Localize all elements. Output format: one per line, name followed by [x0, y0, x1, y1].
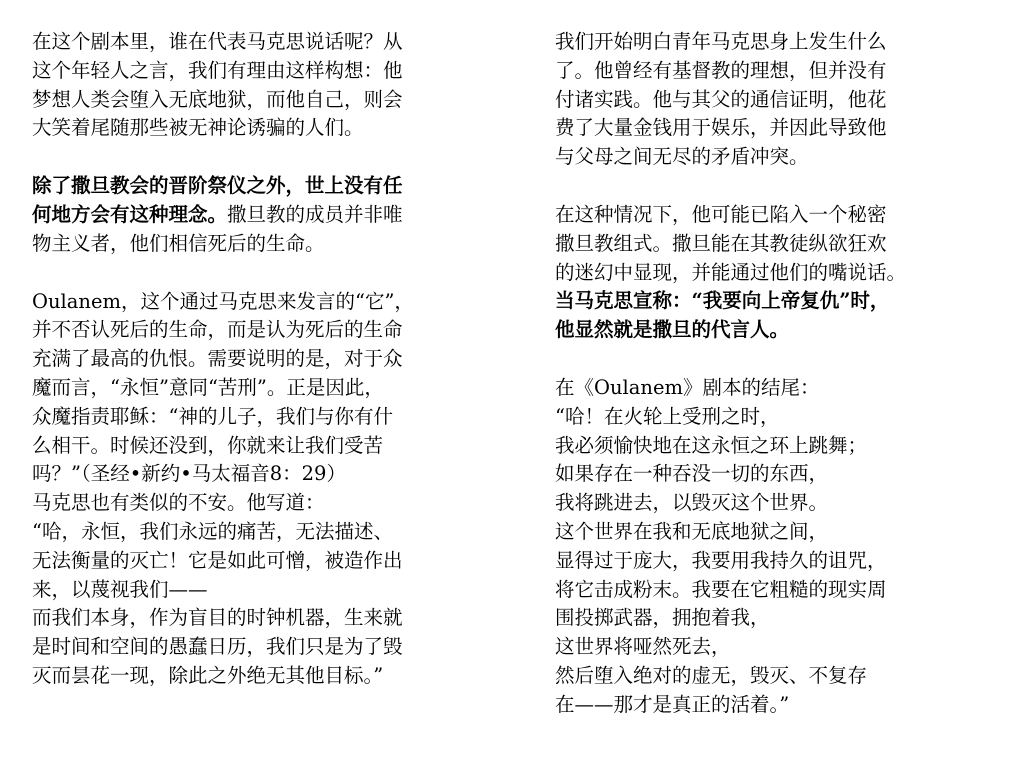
text-line: “哈，永恒，我们永远的痛苦，无法描述、 [32, 519, 393, 543]
text-line: 我必须愉快地在这永恒之环上跳舞； [555, 433, 868, 457]
text-line: 而我们本身，作为盲目的时钟机器，生来就 [32, 606, 403, 630]
text-line: 与父母之间无尽的矛盾冲突。 [555, 145, 809, 169]
text-line: 马克思也有类似的不安。他写道： [32, 491, 325, 515]
normal-phrase: 撒旦教的成员并非唯 [227, 202, 403, 226]
text-line: 付诸实践。他与其父的通信证明，他花 [555, 87, 887, 111]
text-line: 显得过于庞大，我要用我持久的诅咒， [555, 548, 887, 572]
text-line: 魔而言，“永恒”意同“苦刑”。正是因此， [32, 375, 384, 399]
text-line: 将它击成粉末。我要在它粗糙的现实周 [555, 577, 887, 601]
paragraph-gap [555, 345, 1000, 374]
text-line: 费了大量金钱用于娱乐，并因此导致他 [555, 116, 887, 140]
text-line: 灭而昙花一现，除此之外绝无其他目标。” [32, 663, 384, 687]
bold-text-line: 当马克思宣称：“我要向上帝复仇”时， [555, 289, 890, 313]
bold-phrase: 何地方会有这种理念。 [32, 202, 228, 226]
text-line: 是时间和空间的愚蠢日历，我们只是为了毁 [32, 635, 403, 659]
text-line: 无法衡量的灭亡！它是如此可憎，被造作出 [32, 548, 403, 572]
text-line: 并不否认死后的生命，而是认为死后的生命 [32, 318, 403, 342]
text-line: 撒旦教组式。撒旦能在其教徒纵欲狂欢 [555, 231, 887, 255]
text-line: 众魔指责耶稣：“神的儿子，我们与你有什 [32, 404, 393, 428]
text-line: 在这种情况下，他可能已陷入一个秘密 [555, 202, 887, 226]
bold-text-line: 他显然就是撒旦的代言人。 [555, 318, 790, 342]
text-line: 在——那才是真正的活着。” [555, 692, 790, 716]
text-line: 物主义者，他们相信死后的生命。 [32, 231, 325, 255]
text-line: Oulanem，这个通过马克思来发言的“它”， [32, 289, 414, 313]
text-line: 这个年轻人之言，我们有理由这样构想：他 [32, 58, 403, 82]
left-column [32, 28, 502, 691]
text-line: 围投掷武器，拥抱着我， [555, 606, 770, 630]
text-line: 吗？”（圣经•新约•马太福音8：29） [32, 462, 346, 486]
right-column [555, 28, 1000, 720]
text-line: 在这个剧本里，谁在代表马克思说话呢？从 [32, 30, 403, 53]
text-line: 的迷幻中显现，并能通过他们的嘴说话。 [555, 260, 907, 284]
text-line: 这个世界在我和无底地狱之间， [555, 519, 829, 543]
paragraph-gap [555, 172, 1000, 201]
bold-text-line: 除了撒旦教会的晋阶祭仪之外，世上没有任 [32, 174, 403, 198]
text-line: 大笑着尾随那些被无神论诱骗的人们。 [32, 116, 364, 140]
text-line: 这世界将哑然死去， [555, 635, 731, 659]
text-line: 了。他曾经有基督教的理想，但并没有 [555, 58, 887, 82]
text-line [32, 201, 502, 230]
paragraph-gap [32, 259, 502, 288]
text-line: 来，以蔑视我们—— [32, 577, 208, 601]
text-line: 然后堕入绝对的虚无，毁灭、不复存 [555, 663, 868, 687]
text-line: 充满了最高的仇恨。需要说明的是，对于众 [32, 347, 403, 371]
paragraph-gap [32, 143, 502, 172]
text-line: 在《Oulanem》剧本的结尾： [555, 375, 820, 399]
text-line: 我将跳进去，以毁灭这个世界。 [555, 491, 829, 515]
text-line: 梦想人类会堕入无底地狱，而他自己，则会 [32, 87, 403, 111]
text-line: 我们开始明白青年马克思身上发生什么 [555, 30, 887, 53]
text-line: 如果存在一种吞没一切的东西， [555, 462, 829, 486]
text-line: 么相干。时候还没到，你就来让我们受苦 [32, 433, 384, 457]
text-line: “哈！在火轮上受刑之时， [555, 404, 780, 428]
